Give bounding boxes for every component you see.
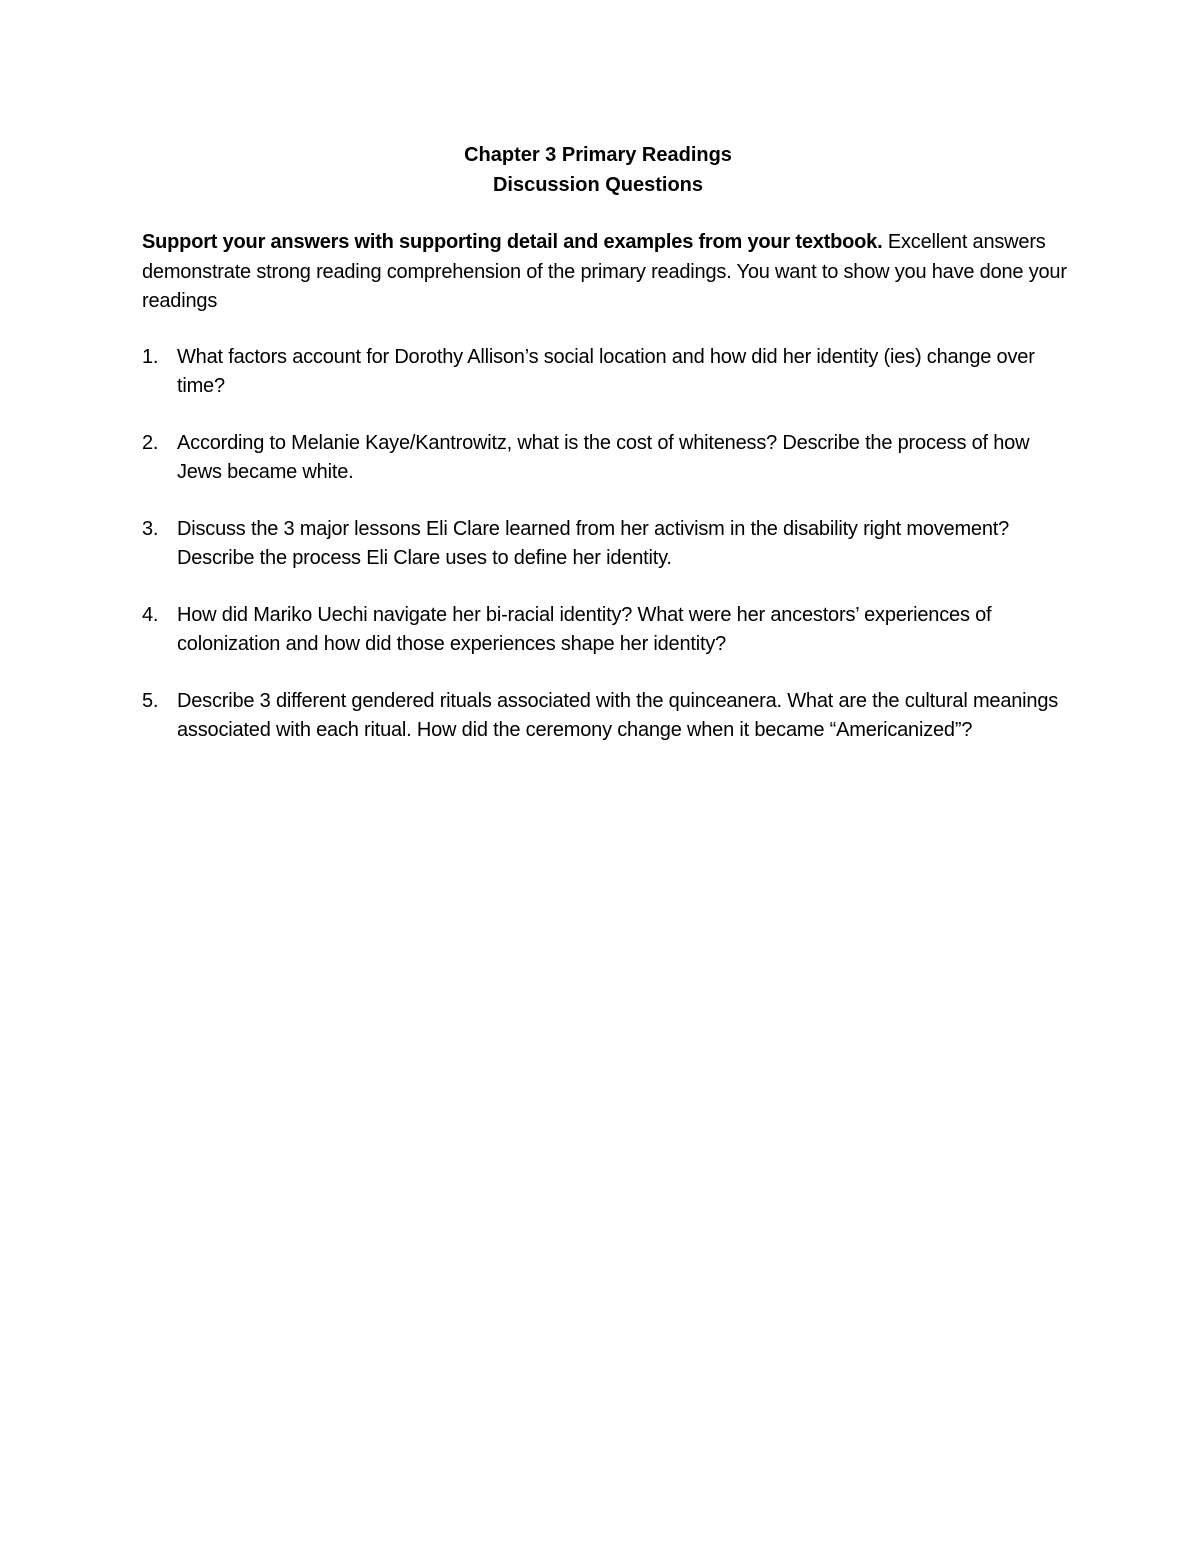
question-number: 3. — [142, 518, 159, 540]
page-title — [0, 140, 1196, 200]
question-text: Describe 3 different gendered rituals associated with the quinceanera. What are the cultural meanings associated with each ritual. How did the ceremony change when it became “Americanized”? — [177, 690, 1059, 741]
question-list — [142, 343, 1072, 773]
question-number: 2. — [142, 432, 159, 454]
title-line-chapter: Chapter 3 Primary Readings — [464, 144, 732, 166]
instructions-bold-text: Support your answers with supporting detail and examples from your textbook. — [142, 231, 883, 253]
list-item — [142, 687, 1072, 745]
instructions-paragraph — [142, 228, 1072, 317]
list-item — [142, 601, 1072, 659]
question-number: 5. — [142, 690, 159, 712]
instructions-regular-text: Excellent answers demonstrate strong reading comprehension of the primary readings. You want to show you have done your readings — [142, 231, 1067, 312]
question-number: 4. — [142, 604, 159, 626]
list-item — [142, 343, 1072, 401]
title-line-subtitle: Discussion Questions — [492, 174, 704, 196]
question-text: According to Melanie Kaye/Kantrowitz, what is the cost of whiteness? Describe the process of how Jews became white. — [177, 432, 1030, 483]
question-text: Discuss the 3 major lessons Eli Clare learned from her activism in the disability right movement? Describe the process Eli Clare uses to define her identity. — [177, 518, 1010, 569]
question-number: 1. — [142, 346, 159, 368]
list-item — [142, 429, 1072, 487]
question-text: How did Mariko Uechi navigate her bi-racial identity? What were her ancestors’ experiences of colonization and how did those experiences shape her identity? — [177, 604, 992, 655]
list-item — [142, 515, 1072, 573]
question-text: What factors account for Dorothy Allison’s social location and how did her identity (ies) change over time? — [177, 346, 1035, 397]
